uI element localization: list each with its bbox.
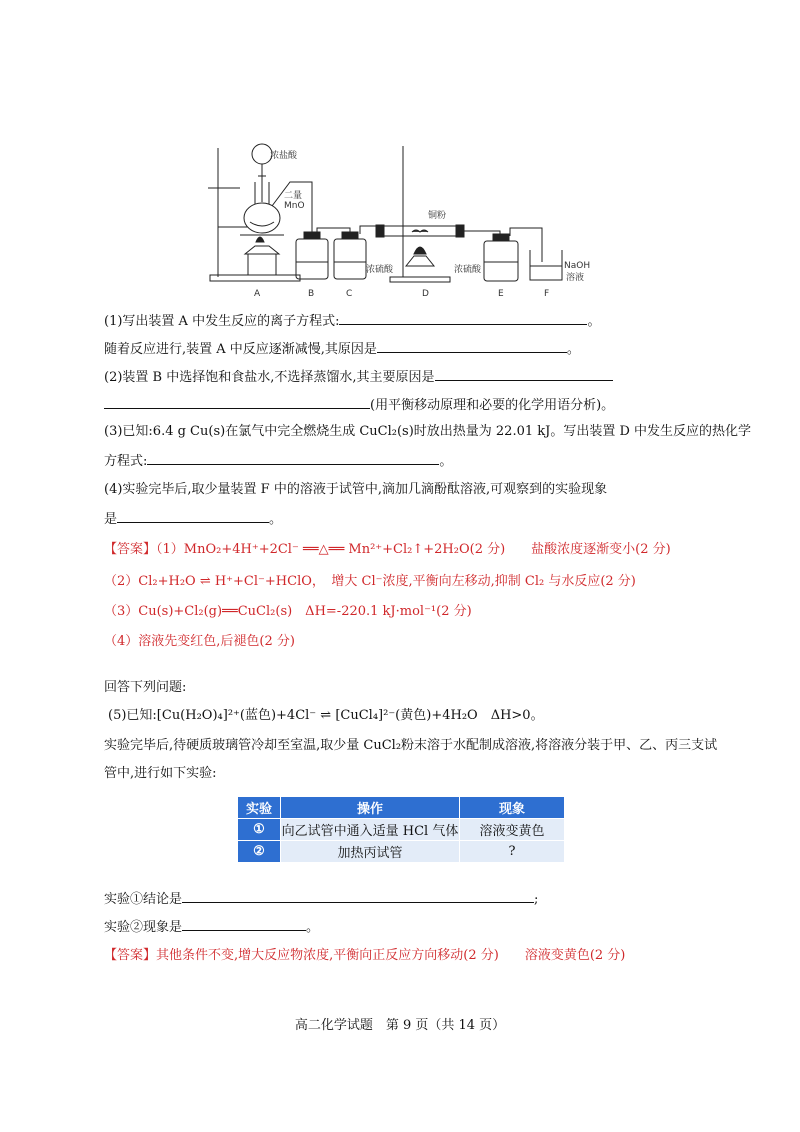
- question-3-tail: 方程式: 。: [104, 450, 452, 472]
- question-2-tail: (用平衡移动原理和必要的化学用语分析)。: [104, 394, 614, 416]
- label-naoh-b: 溶液: [566, 273, 585, 283]
- page-footer: 高二化学试题 第 9 页（共 14 页）: [294, 1018, 506, 1033]
- question-5-known: (5)已知:[Cu(H₂O)₄]²⁺(蓝色)+4Cl⁻ ⇌ [CuCl₄]²⁻(黄色)+4H₂O ΔH>0。: [108, 708, 544, 723]
- answer-blank[interactable]: [104, 394, 370, 409]
- answer-blank[interactable]: [339, 310, 587, 325]
- answer-blank[interactable]: [117, 508, 269, 523]
- table-cell: ②: [238, 841, 281, 863]
- answer-1-line-2: （2）Cl₂+H₂O ⇌ H⁺+Cl⁻+HClO， 增大 Cl⁻浓度,平衡向左移动,抑制 Cl₂ 与水反应(2 分): [104, 574, 636, 589]
- table-cell: 加热丙试管: [281, 841, 460, 863]
- answer-blank[interactable]: [182, 916, 306, 931]
- label-A: A: [254, 289, 261, 299]
- answer-blank[interactable]: [435, 366, 613, 381]
- table-cell: 溶液变黄色: [460, 819, 565, 841]
- table-header: 操作: [281, 797, 460, 819]
- answer-2: 【答案】其他条件不变,增大反应物浓度,平衡向正反应方向移动(2 分) 溶液变黄色(2 分): [104, 948, 626, 963]
- label-F: F: [544, 289, 550, 299]
- answer-blank[interactable]: [377, 338, 567, 353]
- label-conc-h2so4-e: 浓硫酸: [454, 265, 482, 275]
- table-cell: 向乙试管中通入适量 HCl 气体: [281, 819, 460, 841]
- experiment-table: [237, 796, 565, 863]
- experiment-2-phenomenon: 实验②现象是 。: [104, 916, 319, 938]
- label-E: E: [498, 289, 504, 299]
- answer-blank[interactable]: [147, 450, 439, 465]
- table-header: 现象: [460, 797, 565, 819]
- table-row: [238, 841, 565, 863]
- label-naoh-a: NaOH: [564, 261, 591, 271]
- label-B: B: [308, 289, 315, 299]
- table-header: 实验: [238, 797, 281, 819]
- question-1-followup: 随着反应进行,装置 A 中反应逐渐减慢,其原因是 。: [104, 338, 580, 360]
- question-5-p1: 实验完毕后,待硬质玻璃管冷却至室温,取少量 CuCl₂粉末溶于水配制成溶液,将溶液分装于甲、乙、丙三支试: [104, 738, 718, 753]
- answer-1-line-1: 【答案】（1）MnO₂+4H⁺+2Cl⁻ ══△══ Mn²⁺+Cl₂↑+2H₂O(2 分) 盐酸浓度逐渐变小(2 分): [104, 542, 671, 557]
- label-conc-h2so4-c: 浓硫酸: [366, 265, 394, 275]
- table-header-row: [238, 797, 565, 819]
- answer-1-line-4: （4）溶液先变红色,后褪色(2 分): [104, 634, 295, 649]
- question-5-intro: 回答下列问题:: [104, 680, 187, 695]
- question-3: (3)已知:6.4 g Cu(s)在氯气中完全燃烧生成 CuCl₂(s)时放出热量为 22.01 kJ。写出装置 D 中发生反应的热化学: [104, 424, 752, 439]
- answer-1-line-3: （3）Cu(s)+Cl₂(g)══CuCl₂(s) ΔH=-220.1 kJ·mol⁻¹(2 分): [104, 604, 472, 619]
- table-row: [238, 819, 565, 841]
- table-cell: ①: [238, 819, 281, 841]
- label-conc-hcl: 浓盐酸: [270, 151, 298, 161]
- label-D: D: [422, 289, 429, 299]
- answer-blank[interactable]: [182, 888, 534, 903]
- label-C: C: [346, 289, 353, 299]
- experiment-1-conclusion: 实验①结论是 ;: [104, 888, 538, 910]
- question-4: (4)实验完毕后,取少量装置 F 中的溶液于试管中,滴加几滴酚酞溶液,可观察到的实验现象: [104, 482, 608, 497]
- table-cell: ?: [460, 841, 565, 863]
- label-mno2-a: 二量: [284, 191, 303, 201]
- question-4-tail: 是 。: [104, 508, 282, 530]
- label-mno2-b: MnO: [284, 201, 305, 211]
- question-1: (1)写出装置 A 中发生反应的离子方程式: 。: [104, 310, 600, 332]
- apparatus-figure: [200, 142, 610, 302]
- question-2: (2)装置 B 中选择饱和食盐水,不选择蒸馏水,其主要原因是: [104, 366, 613, 388]
- question-5-p2: 管中,进行如下实验:: [104, 766, 217, 781]
- label-copper: 铜粉: [428, 211, 447, 221]
